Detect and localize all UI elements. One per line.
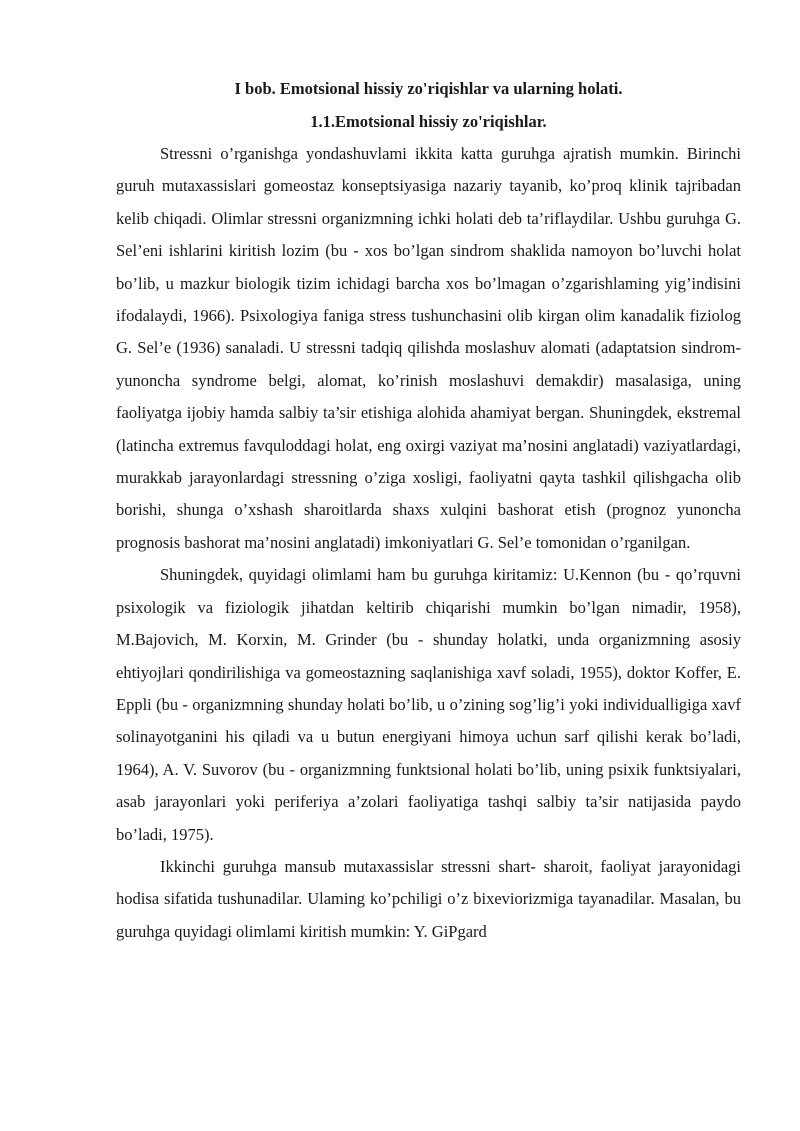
section-title: 1.1.Emotsional hissiy zo'riqishlar. <box>310 112 547 131</box>
paragraph-1: Stressni o’rganishga yondashuvlami ikkita katta guruhga ajratish mumkin. Birinchi guruh mutaxassislari gomeostaz konseptsiyasiga nazariy tayanib, ko’proq klinik tajribadan kelib chiqadi. Olimlar stressni organizmning ichki holati deb ta’riflaydilar. Ushbu guruhga G. Sel’eni ishlarini kiritish lozim (bu - xos bo’lgan sindrom shaklida namoyon bo’luvchi holat bo’lib, u mazkur biologik tizim ichidagi barcha xos bo’lmagan o’zgarishlaming yig’indisini ifodalaydi, 1966). Psixologiya faniga stress tushunchasini olib kirgan olim kanadalik fiziolog G. Sel’e (1936) sanaladi. U stressni tadqiq qilishda moslashuv alomati (adaptatsion sindrom- yunoncha syndrome belgi, alomat, ko’rinish moslashuvi demakdir) masalasiga, uning faoliyatga ijobiy hamda salbiy ta’sir etishiga alohida ahamiyat bergan. Shuningdek, ekstremal (latincha extremus favquloddagi holat, eng oxirgi vaziyat ma’nosini anglatadi) vaziyatlardagi, murakkab jarayonlardagi stressning o’ziga xosligi, faoliyatni qayta tashkil qilishgacha olib borishi, shunga o’xshash sharoitlarda shaxs xulqini bashorat etish (prognoz yunoncha prognosis bashorat ma’nosini anglatadi) imkoniyatlari G. Sel’e tomonidan o’rganilgan. <box>116 144 741 552</box>
paragraph-2: Shuningdek, quyidagi olimlami ham bu guruhga kiritamiz: U.Kennon (bu - qo’rquvni psixologik va fiziologik jihatdan keltirib chiqarishi mumkin bo’lgan nimadir, 1958), M.Bajovich, M. Korxin, M. Grinder (bu - shunday holatki, unda organizmning asosiy ehtiyojlari qondirilishiga va gomeostazning saqlanishiga xavf soladi, 1955), doktor Koffer, E. Eppli (bu - organizmning shunday holati bo’lib, u o’zining sog’lig’i yoki individualligiga xavf solinayotganini his qiladi va u butun energiyani himoya uchun sarf qilishi kerak bo’ladi, 1964), A. V. Suvorov (bu - organizmning funktsional holati bo’lib, uning psixik funktsiyalari, asab jarayonlari yoki periferiya a’zolari faoliyatiga tashqi salbiy ta’sir natijasida paydo bo’ladi, 1975). <box>116 565 741 844</box>
document-page <box>116 72 741 948</box>
paragraph-3: Ikkinchi guruhga mansub mutaxassislar stressni shart- sharoit, faoliyat jarayonidagi hodisa sifatida tushunadilar. Ulaming ko’pchiligi o’z bixeviorizmiga tayanadilar. Masalan, bu guruhga quyidagi olimlami kiritish mumkin: Y. GiPgard <box>116 856 741 941</box>
chapter-title: I bob. Emotsional hissiy zo'riqishlar va ularning holati. <box>234 79 623 98</box>
